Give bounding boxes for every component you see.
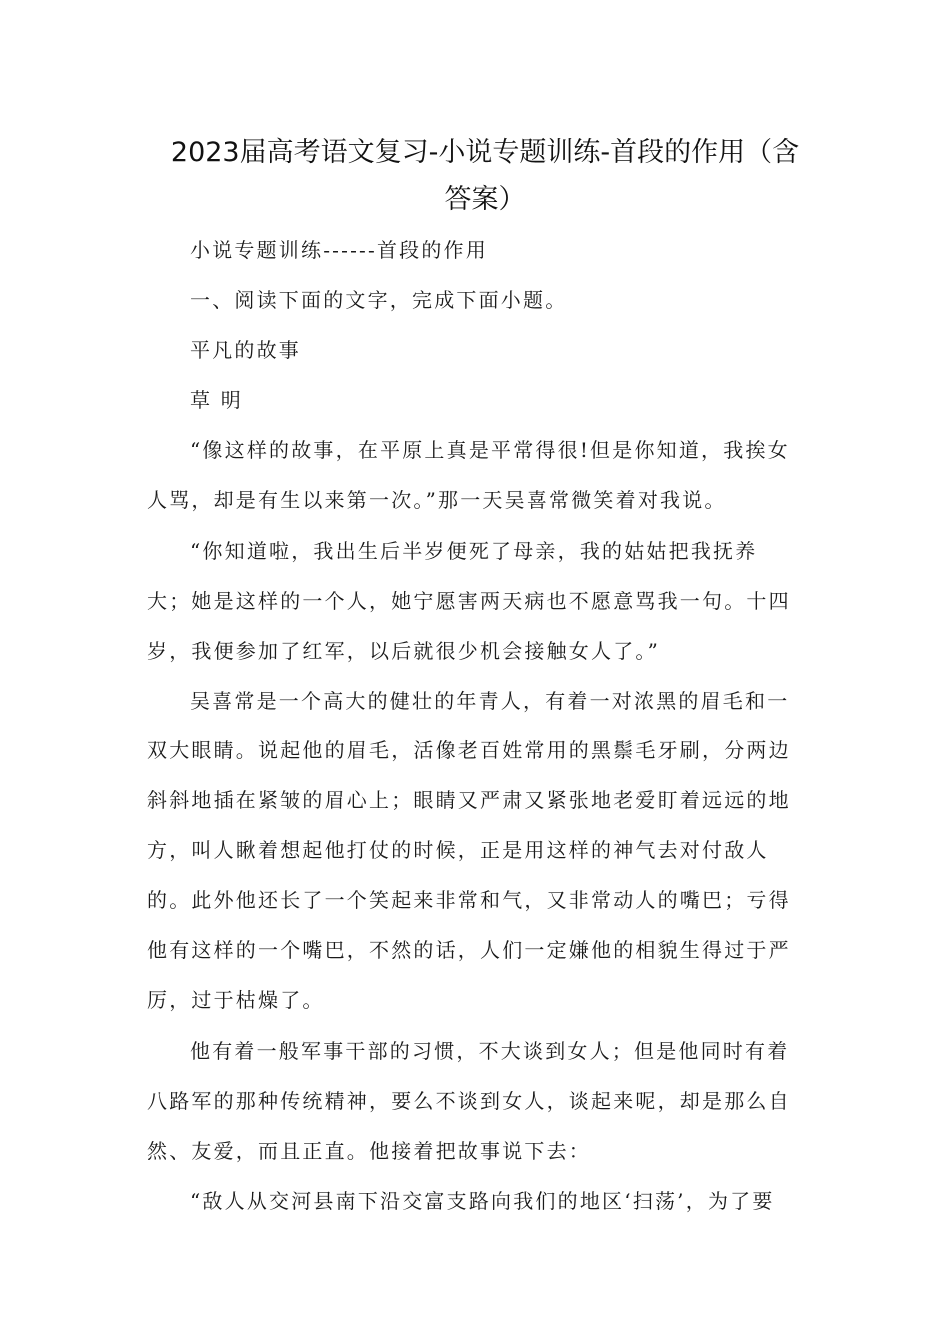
paragraph-line: 双大眼睛。说起他的眉毛，活像老百姓常用的黑鬃毛牙刷，分两边: [147, 738, 791, 762]
paragraph-line: 人骂，却是有生以来第一次。”那一天吴喜常微笑着对我说。: [147, 488, 727, 512]
paragraph-line: 大；她是这样的一个人，她宁愿害两天病也不愿意骂我一句。十四: [147, 589, 791, 613]
paragraph-line: 他有这样的一个嘴巴，不然的话，人们一定嫌他的相貌生得过于严: [147, 938, 791, 962]
story-author: 草 明: [190, 388, 243, 412]
paragraph-line: 他有着一般军事干部的习惯，不大谈到女人；但是他同时有着: [190, 1039, 790, 1063]
section-heading: 小说专题训练------首段的作用: [190, 238, 488, 262]
paragraph-line: “敌人从交河县南下沿交富支路向我们的地区‘扫荡’，为了要: [190, 1189, 775, 1213]
document-title-line-2: 答案）: [444, 184, 526, 215]
paragraph-line: 吴喜常是一个高大的健壮的年青人，有着一对浓黑的眉毛和一: [190, 689, 790, 713]
paragraph-line: 斜斜地插在紧皱的眉心上；眼睛又严肃又紧张地老爱盯着远远的地: [147, 788, 791, 812]
paragraph-line: 岁，我便参加了红军，以后就很少机会接触女人了。”: [147, 639, 661, 663]
paragraph-line: “像这样的故事，在平原上真是平常得很!但是你知道，我挨女: [190, 438, 790, 462]
question-instruction: 一、阅读下面的文字，完成下面小题。: [190, 288, 568, 312]
document-title-line-1: 2023届高考语文复习-小说专题训练-首段的作用（含: [170, 137, 800, 168]
paragraph-line: 厉，过于枯燥了。: [147, 988, 325, 1012]
paragraph-line: 的。此外他还长了一个笑起来非常和气，又非常动人的嘴巴；亏得: [147, 888, 791, 912]
paragraph-line: “你知道啦，我出生后半岁便死了母亲，我的姑姑把我抚养: [190, 539, 758, 563]
story-title: 平凡的故事: [190, 338, 301, 362]
paragraph-line: 然、友爱，而且正直。他接着把故事说下去：: [147, 1139, 591, 1163]
paragraph-line: 方，叫人瞅着想起他打仗的时候，正是用这样的神气去对付敌人: [147, 838, 769, 862]
paragraph-line: 八路军的那种传统精神，要么不谈到女人，谈起来呢，却是那么自: [147, 1089, 791, 1113]
